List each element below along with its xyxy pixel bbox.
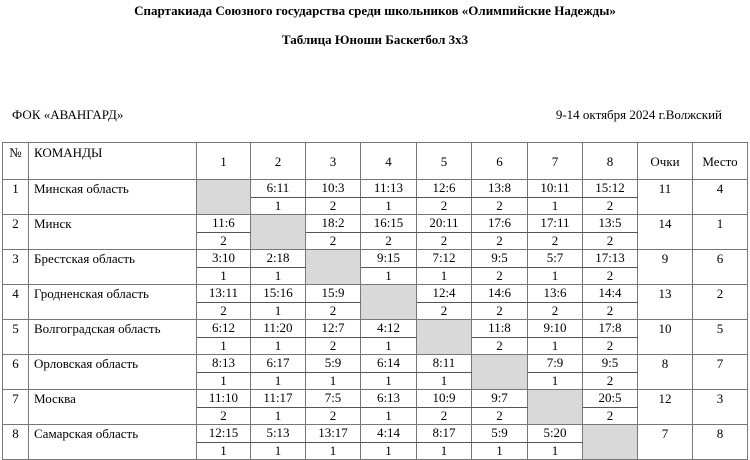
match-score: 5:7 xyxy=(528,250,583,268)
match-points: 1 xyxy=(472,443,528,460)
match-score: 11:17 xyxy=(251,390,306,408)
results-table xyxy=(2,142,748,460)
match-score: 11:8 xyxy=(472,320,528,338)
match-score: 11:13 xyxy=(361,180,417,198)
match-score: 10:9 xyxy=(417,390,472,408)
match-score: 15:12 xyxy=(583,180,638,198)
match-score: 8:11 xyxy=(417,355,472,373)
match-score: 13:5 xyxy=(583,215,638,233)
match-points: 1 xyxy=(251,303,306,320)
match-points: 1 xyxy=(251,408,306,425)
match-score: 3:10 xyxy=(197,250,251,268)
match-points: 2 xyxy=(417,408,472,425)
match-score: 9:5 xyxy=(472,250,528,268)
match-score: 5:9 xyxy=(306,355,361,373)
match-points: 2 xyxy=(361,233,417,250)
match-points: 1 xyxy=(251,373,306,390)
header-num: № xyxy=(3,143,29,180)
match-score: 17:8 xyxy=(583,320,638,338)
table-row-scores xyxy=(3,285,748,303)
team-number: 8 xyxy=(3,425,29,460)
team-name: Орловская область xyxy=(29,355,197,390)
match-points: 1 xyxy=(528,338,583,355)
match-score: 10:3 xyxy=(306,180,361,198)
match-score: 17:6 xyxy=(472,215,528,233)
table-row-scores xyxy=(3,390,748,408)
header-opponent-4: 4 xyxy=(361,143,417,180)
match-score: 6:13 xyxy=(361,390,417,408)
match-points: 1 xyxy=(251,338,306,355)
match-points: 2 xyxy=(197,303,251,320)
match-points: 2 xyxy=(197,408,251,425)
place: 2 xyxy=(693,285,748,320)
self-match-cell xyxy=(472,355,528,390)
place: 6 xyxy=(693,250,748,285)
match-points: 1 xyxy=(361,443,417,460)
match-score: 15:9 xyxy=(306,285,361,303)
match-points: 1 xyxy=(528,268,583,285)
match-points: 1 xyxy=(361,198,417,215)
match-points: 1 xyxy=(251,443,306,460)
total-points: 11 xyxy=(638,180,693,215)
match-points: 2 xyxy=(306,233,361,250)
match-score: 11:10 xyxy=(197,390,251,408)
match-score: 17:13 xyxy=(583,250,638,268)
match-score: 16:15 xyxy=(361,215,417,233)
match-score: 18:2 xyxy=(306,215,361,233)
team-name: Минск xyxy=(29,215,197,250)
match-score: 8:17 xyxy=(417,425,472,443)
place: 3 xyxy=(693,390,748,425)
match-score: 8:13 xyxy=(197,355,251,373)
event-dates: 9-14 октября 2024 г.Волжский xyxy=(555,107,722,122)
match-points: 1 xyxy=(251,198,306,215)
match-score: 13:17 xyxy=(306,425,361,443)
match-points: 2 xyxy=(528,303,583,320)
match-score: 11:6 xyxy=(197,215,251,233)
place: 8 xyxy=(693,425,748,460)
place: 7 xyxy=(693,355,748,390)
table-row-scores xyxy=(3,425,748,443)
match-score: 15:16 xyxy=(251,285,306,303)
team-name: Брестская область xyxy=(29,250,197,285)
total-points: 12 xyxy=(638,390,693,425)
table-row-scores xyxy=(3,320,748,338)
team-name: Самарская область xyxy=(29,425,197,460)
match-score: 13:8 xyxy=(472,180,528,198)
venue: ФОК «АВАНГАРД» xyxy=(12,107,124,122)
match-score: 12:4 xyxy=(417,285,472,303)
match-points: 1 xyxy=(361,408,417,425)
header-opponent-1: 1 xyxy=(197,143,251,180)
team-number: 7 xyxy=(3,390,29,425)
match-points: 1 xyxy=(251,268,306,285)
match-score: 12:7 xyxy=(306,320,361,338)
match-score: 12:6 xyxy=(417,180,472,198)
match-score: 14:4 xyxy=(583,285,638,303)
match-score: 13:6 xyxy=(528,285,583,303)
team-number: 1 xyxy=(3,180,29,215)
match-points: 2 xyxy=(472,303,528,320)
match-points: 2 xyxy=(417,303,472,320)
match-score: 10:11 xyxy=(528,180,583,198)
header-opponent-6: 6 xyxy=(472,143,528,180)
total-points: 14 xyxy=(638,215,693,250)
match-points: 2 xyxy=(583,303,638,320)
match-points: 1 xyxy=(361,373,417,390)
header-row xyxy=(3,143,748,180)
match-points: 1 xyxy=(361,338,417,355)
match-points: 2 xyxy=(583,338,638,355)
match-points: 2 xyxy=(583,373,638,390)
match-points: 1 xyxy=(306,443,361,460)
match-points: 1 xyxy=(306,373,361,390)
match-points: 1 xyxy=(417,443,472,460)
match-score: 5:9 xyxy=(472,425,528,443)
match-points: 1 xyxy=(528,373,583,390)
match-points: 1 xyxy=(417,373,472,390)
match-score: 4:12 xyxy=(361,320,417,338)
total-points: 10 xyxy=(638,320,693,355)
match-points: 1 xyxy=(197,373,251,390)
header-teams: КОМАНДЫ xyxy=(29,143,197,180)
match-points: 1 xyxy=(197,338,251,355)
match-score: 5:13 xyxy=(251,425,306,443)
match-points: 2 xyxy=(417,233,472,250)
header-opponent-2: 2 xyxy=(251,143,306,180)
match-points: 2 xyxy=(472,338,528,355)
header-place: Место xyxy=(693,143,748,180)
total-points: 9 xyxy=(638,250,693,285)
total-points: 7 xyxy=(638,425,693,460)
match-score: 2:18 xyxy=(251,250,306,268)
match-points: 1 xyxy=(197,268,251,285)
self-match-cell xyxy=(583,425,638,460)
match-points: 1 xyxy=(528,198,583,215)
match-points: 2 xyxy=(583,268,638,285)
match-score: 5:20 xyxy=(528,425,583,443)
document-title: Спартакиада Союзного государства среди школьников «Олимпийские Надежды» xyxy=(134,3,616,18)
match-score: 9:15 xyxy=(361,250,417,268)
match-score: 14:6 xyxy=(472,285,528,303)
match-points: 2 xyxy=(472,233,528,250)
team-number: 5 xyxy=(3,320,29,355)
self-match-cell xyxy=(306,250,361,285)
header-opponent-3: 3 xyxy=(306,143,361,180)
self-match-cell xyxy=(528,390,583,425)
header-opponent-7: 7 xyxy=(528,143,583,180)
header-opponent-8: 8 xyxy=(583,143,638,180)
self-match-cell xyxy=(361,285,417,320)
table-row-scores xyxy=(3,180,748,198)
match-score: 17:11 xyxy=(528,215,583,233)
match-points: 2 xyxy=(306,198,361,215)
team-name: Москва xyxy=(29,390,197,425)
match-score: 20:11 xyxy=(417,215,472,233)
team-name: Гродненская область xyxy=(29,285,197,320)
match-points: 2 xyxy=(472,268,528,285)
team-number: 6 xyxy=(3,355,29,390)
match-points: 1 xyxy=(417,268,472,285)
table-row-scores xyxy=(3,215,748,233)
match-score: 7:5 xyxy=(306,390,361,408)
match-score: 20:5 xyxy=(583,390,638,408)
match-score: 12:15 xyxy=(197,425,251,443)
total-points: 8 xyxy=(638,355,693,390)
match-score: 11:20 xyxy=(251,320,306,338)
match-score: 7:9 xyxy=(528,355,583,373)
match-points: 2 xyxy=(472,408,528,425)
place: 4 xyxy=(693,180,748,215)
match-points: 1 xyxy=(361,268,417,285)
self-match-cell xyxy=(197,180,251,215)
match-score: 6:12 xyxy=(197,320,251,338)
match-score: 13:11 xyxy=(197,285,251,303)
match-points: 2 xyxy=(306,408,361,425)
match-points: 2 xyxy=(417,198,472,215)
match-score: 6:11 xyxy=(251,180,306,198)
match-score: 9:5 xyxy=(583,355,638,373)
match-score: 6:14 xyxy=(361,355,417,373)
table-row-scores xyxy=(3,355,748,373)
match-score: 9:7 xyxy=(472,390,528,408)
team-name: Волгоградская область xyxy=(29,320,197,355)
match-score: 6:17 xyxy=(251,355,306,373)
place: 5 xyxy=(693,320,748,355)
header-points: Очки xyxy=(638,143,693,180)
match-points: 2 xyxy=(583,198,638,215)
match-score: 4:14 xyxy=(361,425,417,443)
header-opponent-5: 5 xyxy=(417,143,472,180)
match-points: 2 xyxy=(472,198,528,215)
match-points: 1 xyxy=(528,443,583,460)
match-score: 7:12 xyxy=(417,250,472,268)
table-subtitle: Таблица Юноши Баскетбол 3х3 xyxy=(281,32,469,47)
match-points: 1 xyxy=(197,443,251,460)
match-points: 2 xyxy=(306,338,361,355)
match-points: 2 xyxy=(583,233,638,250)
team-number: 3 xyxy=(3,250,29,285)
place: 1 xyxy=(693,215,748,250)
self-match-cell xyxy=(251,215,306,250)
team-number: 2 xyxy=(3,215,29,250)
self-match-cell xyxy=(417,320,472,355)
total-points: 13 xyxy=(638,285,693,320)
match-points: 2 xyxy=(197,233,251,250)
table-row-scores xyxy=(3,250,748,268)
match-score: 9:10 xyxy=(528,320,583,338)
match-points: 2 xyxy=(306,303,361,320)
match-points: 2 xyxy=(583,408,638,425)
match-points: 2 xyxy=(528,233,583,250)
team-number: 4 xyxy=(3,285,29,320)
team-name: Минская область xyxy=(29,180,197,215)
